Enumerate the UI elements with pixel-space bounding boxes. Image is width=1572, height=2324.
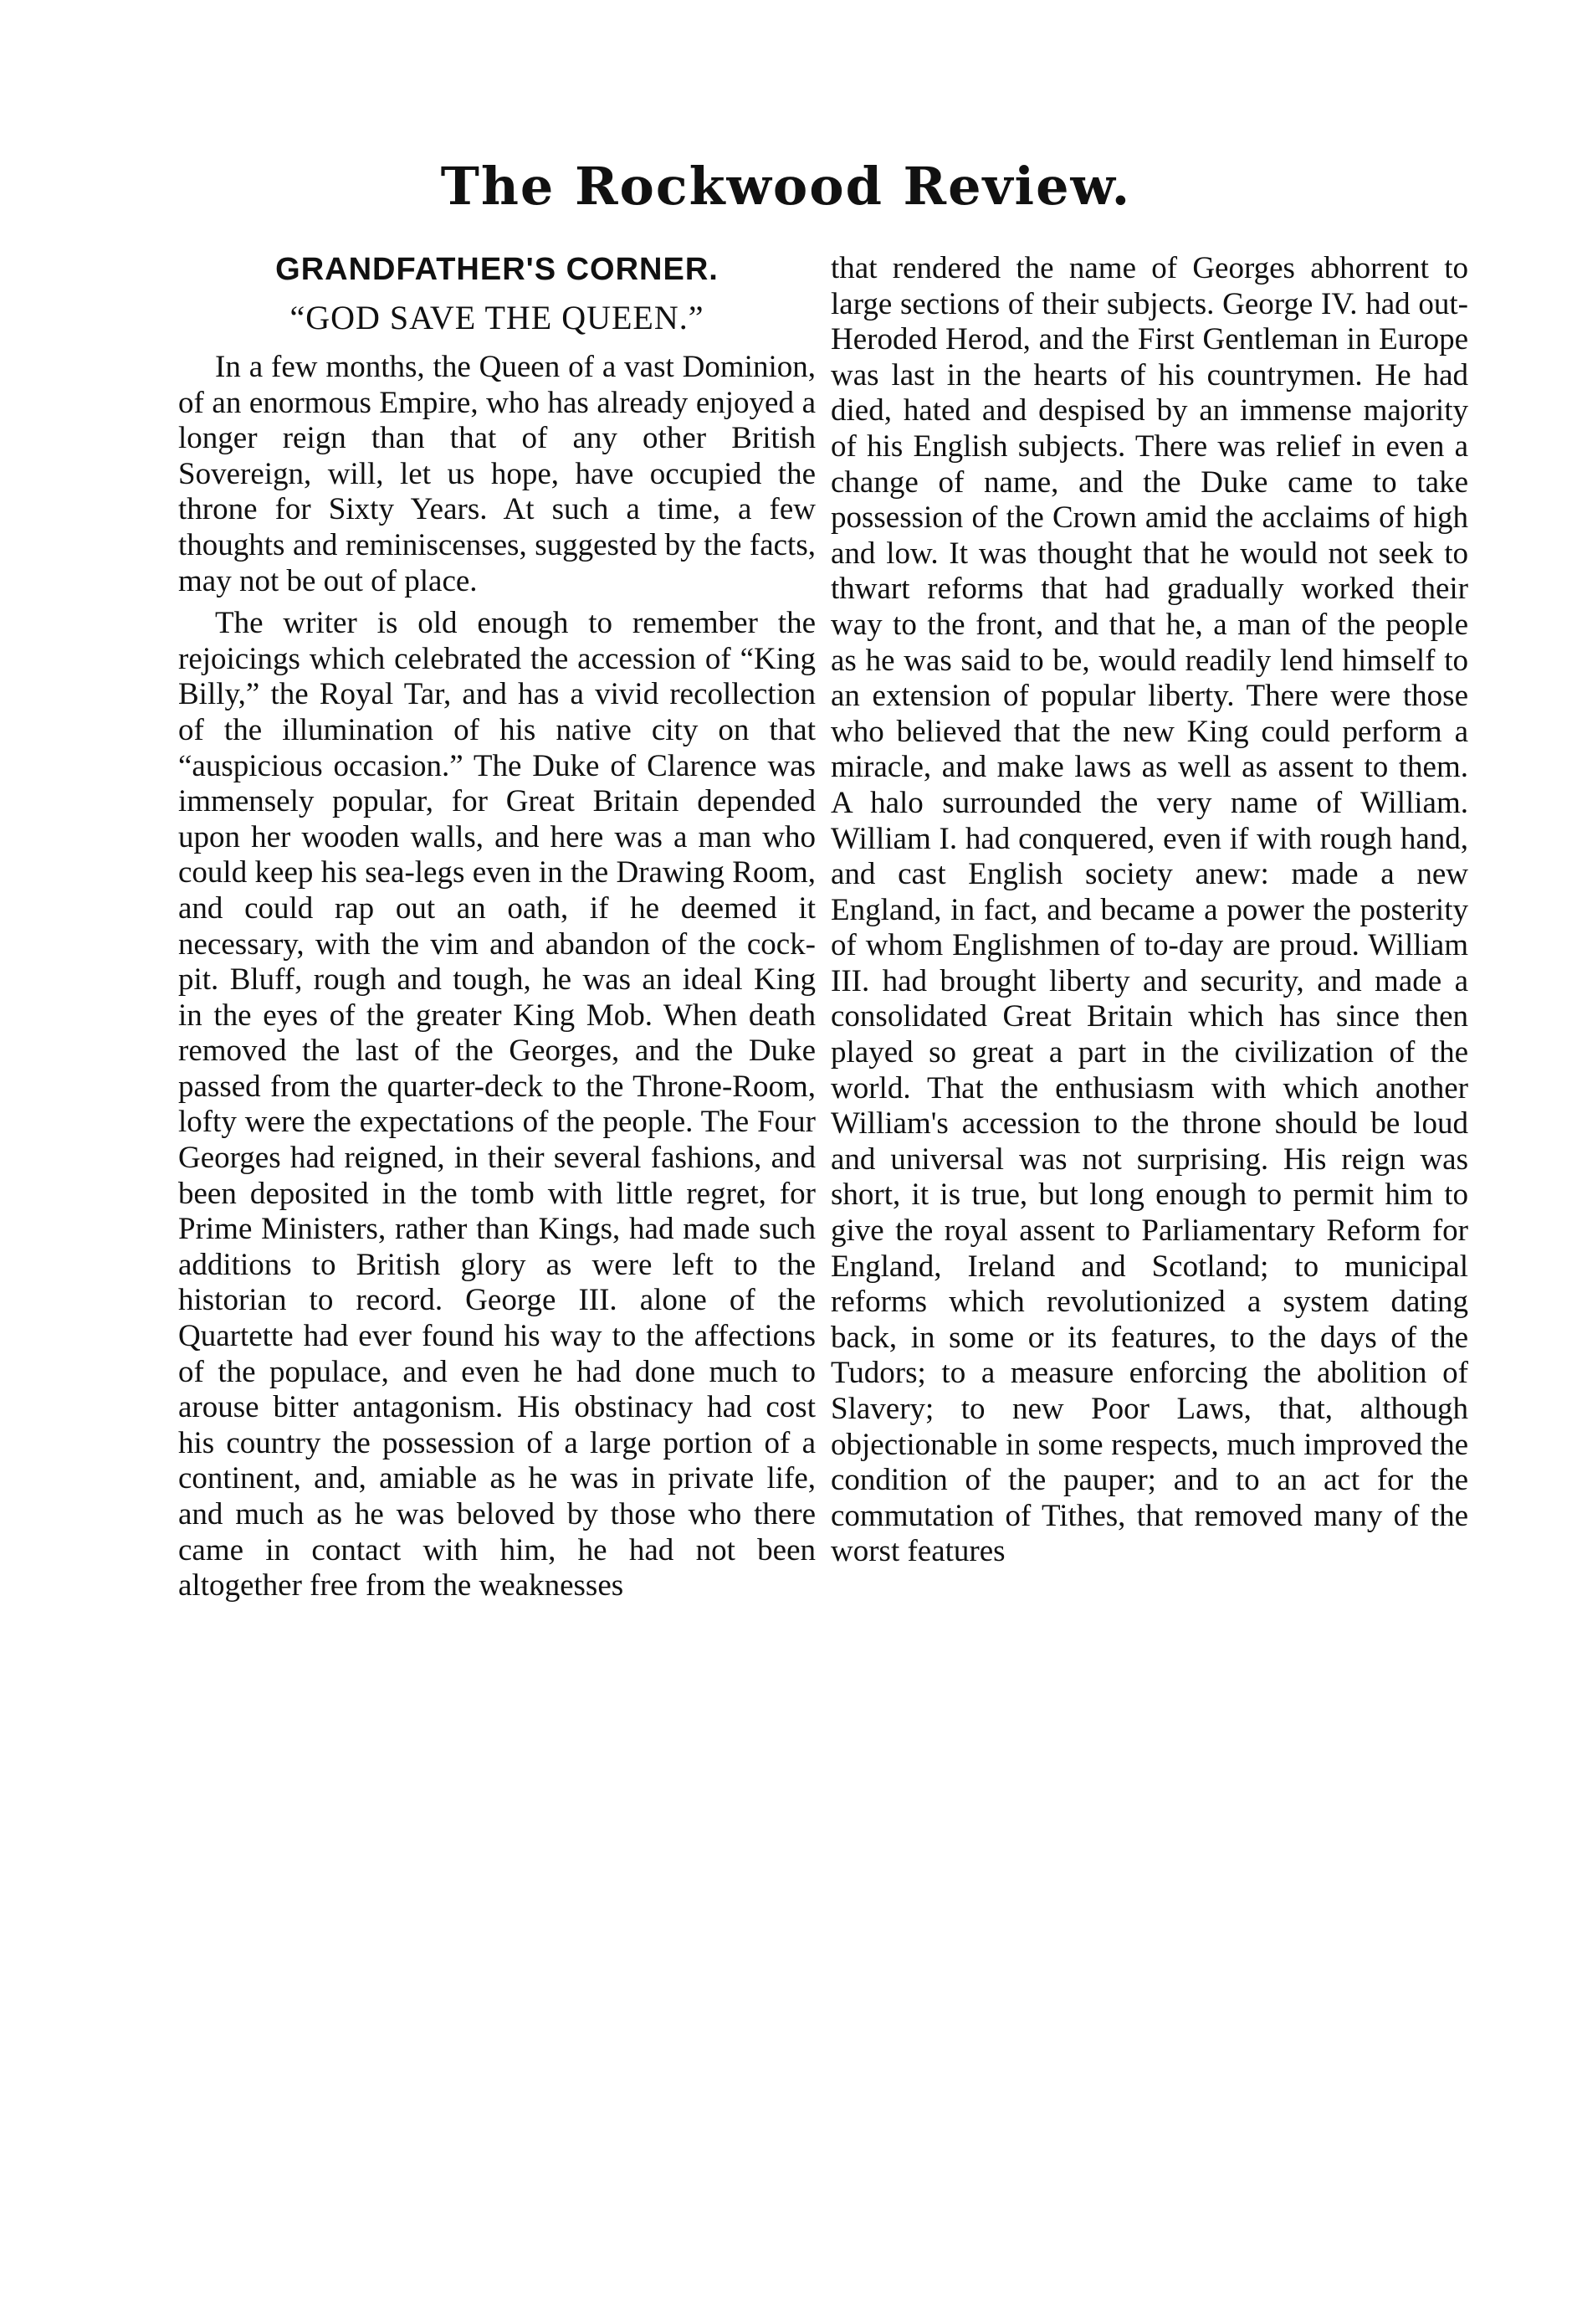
left-column <box>178 251 816 1611</box>
paragraph-continued: that rendered the name of Georges abhorrent to large sections of their subjects. George IV. had out-Heroded Herod, and the First Gentleman in Europe was last in the hearts of his countrymen. He had died, hated and despised by an immense majority of his English subjects. There was relief in even a change of name, and the Duke came to take possession of the Crown amid the acclaims of high and low. It was thought that he would not seek to thwart reforms that had gradually worked their way to the front, and that he, a man of the people as he was said to be, would readily lend himself to an extension of popular liberty. There were those who believed that the new King could perform a miracle, and make laws as well as assent to them. A halo surrounded the very name of William. William I. had conquered, even if with rough hand, and cast English society anew: made a new England, in fact, and became a power the posterity of whom Englishmen of to-day are proud. William III. had brought liberty and security, and made a consolidated Great Britain which has since then played so great a part in the civilization of the world. That the enthusiasm with which another William's accession to the throne should be loud and universal was not surprising. His reign was short, it is true, but long enough to permit him to give the royal assent to Parliamentary Reform for England, Ireland and Scotland; to municipal reforms which revolutionized a system dating back, in some or its features, to the days of the Tudors; to a measure enforcing the abolition of Slavery; to new Poor Laws, that, although objectionable in some respects, much improved the condition of the pauper; and to an act for the commutation of Tithes, that removed many of the worst features <box>831 251 1468 1569</box>
section-heading: GRANDFATHER'S CORNER. <box>275 252 719 287</box>
paragraph-2: The writer is old enough to remember the rejoicings which celebrated the accession of “King Billy,” the Royal Tar, and has a vivid recollection of the illumination of his native city on that “auspicious occasion.” The Duke of Clarence was immensely popular, for Great Britain depended upon her wooden walls, and here was a man who could keep his sea-legs even in the Drawing Room, and could rap out an oath, if he deemed it necessary, with the vim and abandon of the cock-pit. Bluff, rough and tough, he was an ideal King in the eyes of the greater King Mob. When death removed the last of the Georges, and the Duke passed from the quarter-deck to the Throne-Room, lofty were the expectations of the people. The Four Georges had reigned, in their several fashions, and been deposited in the tomb with little regret, for Prime Ministers, rather than Kings, had made such additions to British glory as were left to the historian to record. George III. alone of the Quartette had ever found his way to the affections of the populace, and even he had done much to arouse bitter antagonism. His obstinacy had cost his country the possession of a large portion of a continent, and, amiable as he was in private life, and much as he was beloved by those who there came in contact with him, he had not been altogether free from the weaknesses <box>178 606 816 1603</box>
right-column <box>831 251 1468 1577</box>
article-title: “GOD SAVE THE QUEEN.” <box>289 299 704 336</box>
publication-masthead: The Rockwood Review. <box>440 156 1132 217</box>
paragraph-1: In a few months, the Queen of a vast Dominion, of an enormous Empire, who has already enjoyed a longer reign than that of any other British Sovereign, will, let us hope, have occupied the throne for Sixty Years. At such a time, a few thoughts and reminiscenses, suggested by the facts, may not be out of place. <box>178 350 816 598</box>
